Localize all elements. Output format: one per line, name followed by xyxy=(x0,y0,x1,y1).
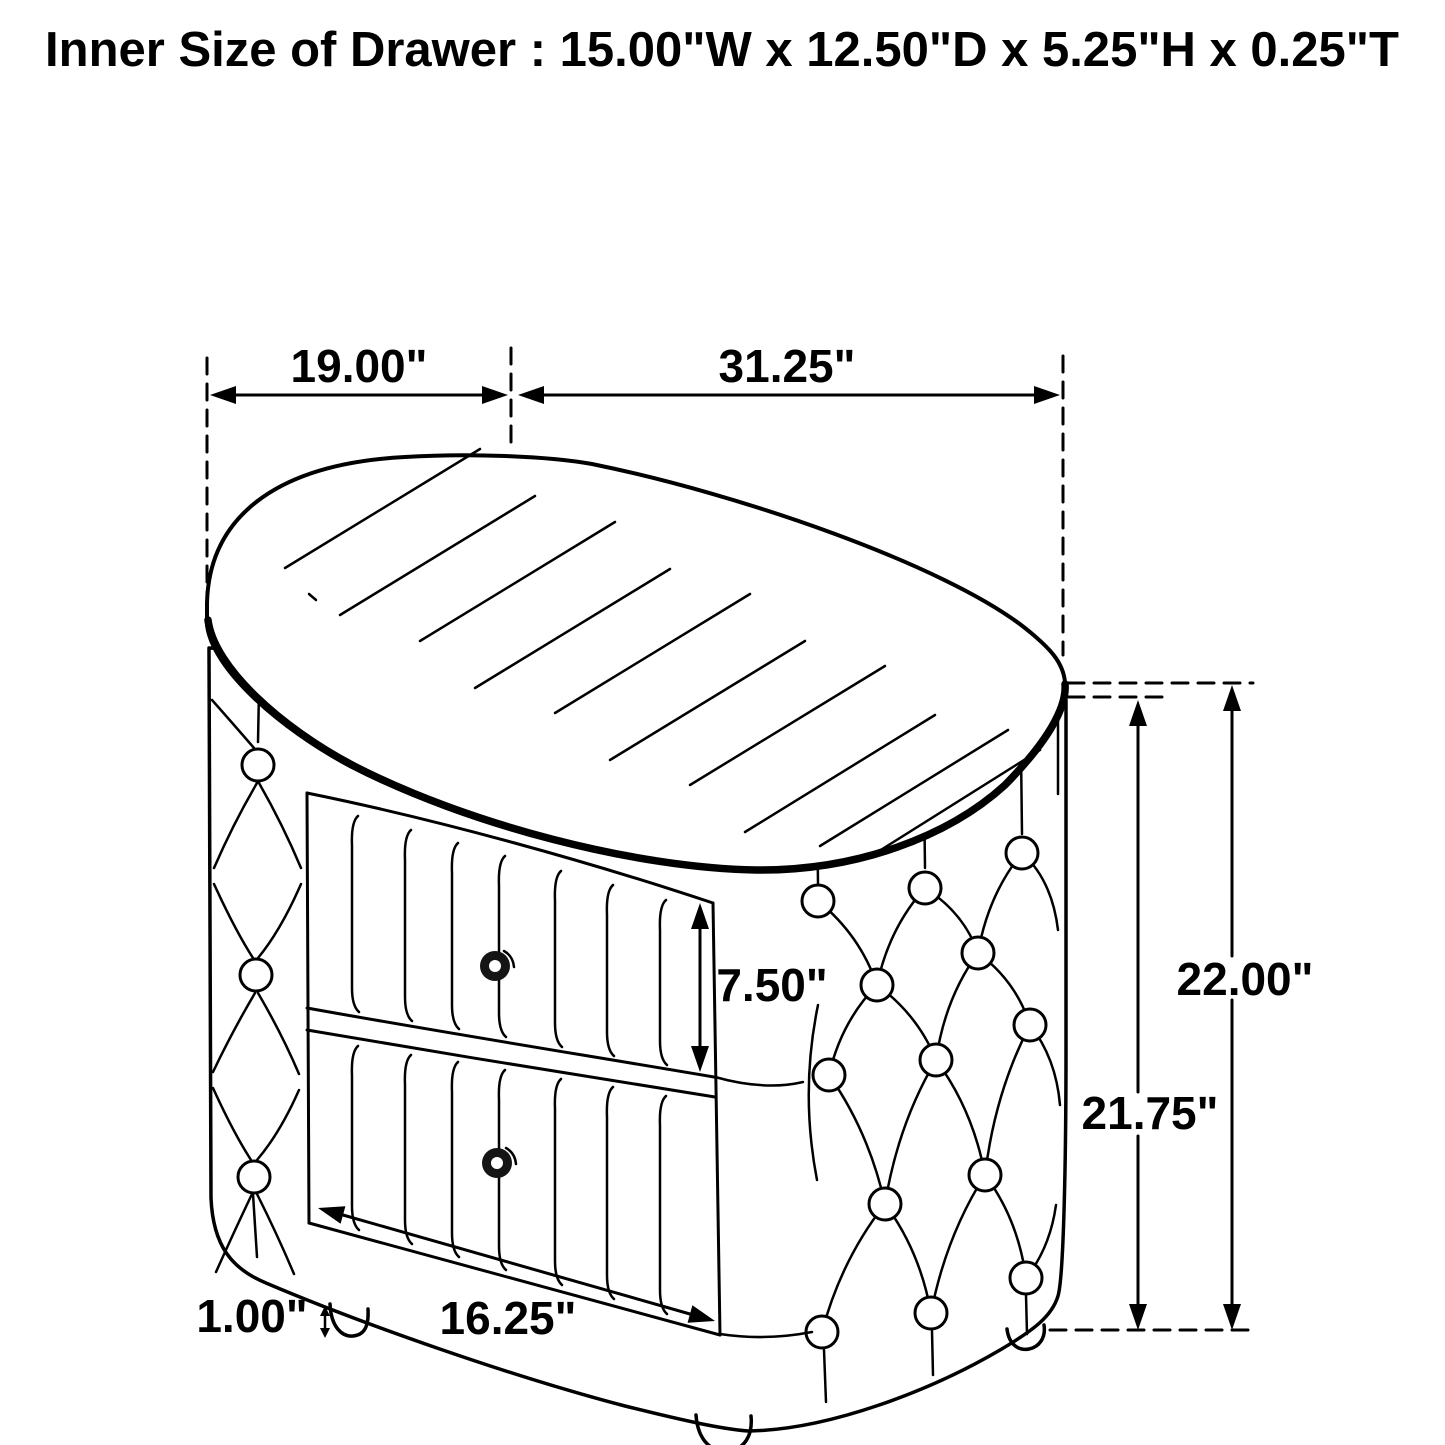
tufting-button xyxy=(242,749,274,781)
tufting-button xyxy=(869,1188,901,1220)
tufting-button xyxy=(240,959,272,991)
dim-leg-height xyxy=(320,1306,330,1338)
diagram-title: Inner Size of Drawer : 15.00"W x 12.50"D x 5.25"H x 0.25"T xyxy=(45,23,1399,77)
dim-label-drawer-front-height: 7.50" xyxy=(716,959,828,1011)
dim-label-drawer-front-width: 16.25" xyxy=(439,1292,577,1344)
dim-body-height xyxy=(1129,700,1147,1330)
tufting-button xyxy=(1010,1262,1042,1294)
tufting-button xyxy=(909,872,941,904)
arrowhead-right-icon xyxy=(1034,386,1060,404)
arrowhead-left-icon xyxy=(518,386,544,404)
dim-label-overall-height: 22.00" xyxy=(1176,953,1314,1005)
dim-overall-height xyxy=(1223,685,1241,1330)
arrowhead-left-icon xyxy=(210,386,236,404)
tufting-button xyxy=(962,937,994,969)
dim-label-top-width-left: 19.00" xyxy=(290,340,428,392)
tufting-button xyxy=(861,969,893,1001)
dim-label-leg-height: 1.00" xyxy=(196,1290,308,1342)
arrowhead-down-icon xyxy=(1129,1304,1147,1330)
tufting-button xyxy=(969,1159,1001,1191)
tufting-button xyxy=(920,1044,952,1076)
arrowhead-right-icon xyxy=(482,386,508,404)
arrowhead-up-icon xyxy=(1223,685,1241,711)
arrowhead-down-icon xyxy=(320,1328,330,1338)
dim-label-top-width-right: 31.25" xyxy=(718,340,856,392)
tufting-button xyxy=(238,1161,270,1193)
arrowhead-down-icon xyxy=(1223,1304,1241,1330)
arrowhead-up-icon xyxy=(1129,700,1147,726)
tufting-button xyxy=(813,1059,845,1091)
tufting-button xyxy=(1006,837,1038,869)
tufting-button xyxy=(802,885,834,917)
tufting-button xyxy=(915,1297,947,1329)
dim-label-body-height: 21.75" xyxy=(1081,1087,1219,1139)
tufting-button xyxy=(1014,1009,1046,1041)
